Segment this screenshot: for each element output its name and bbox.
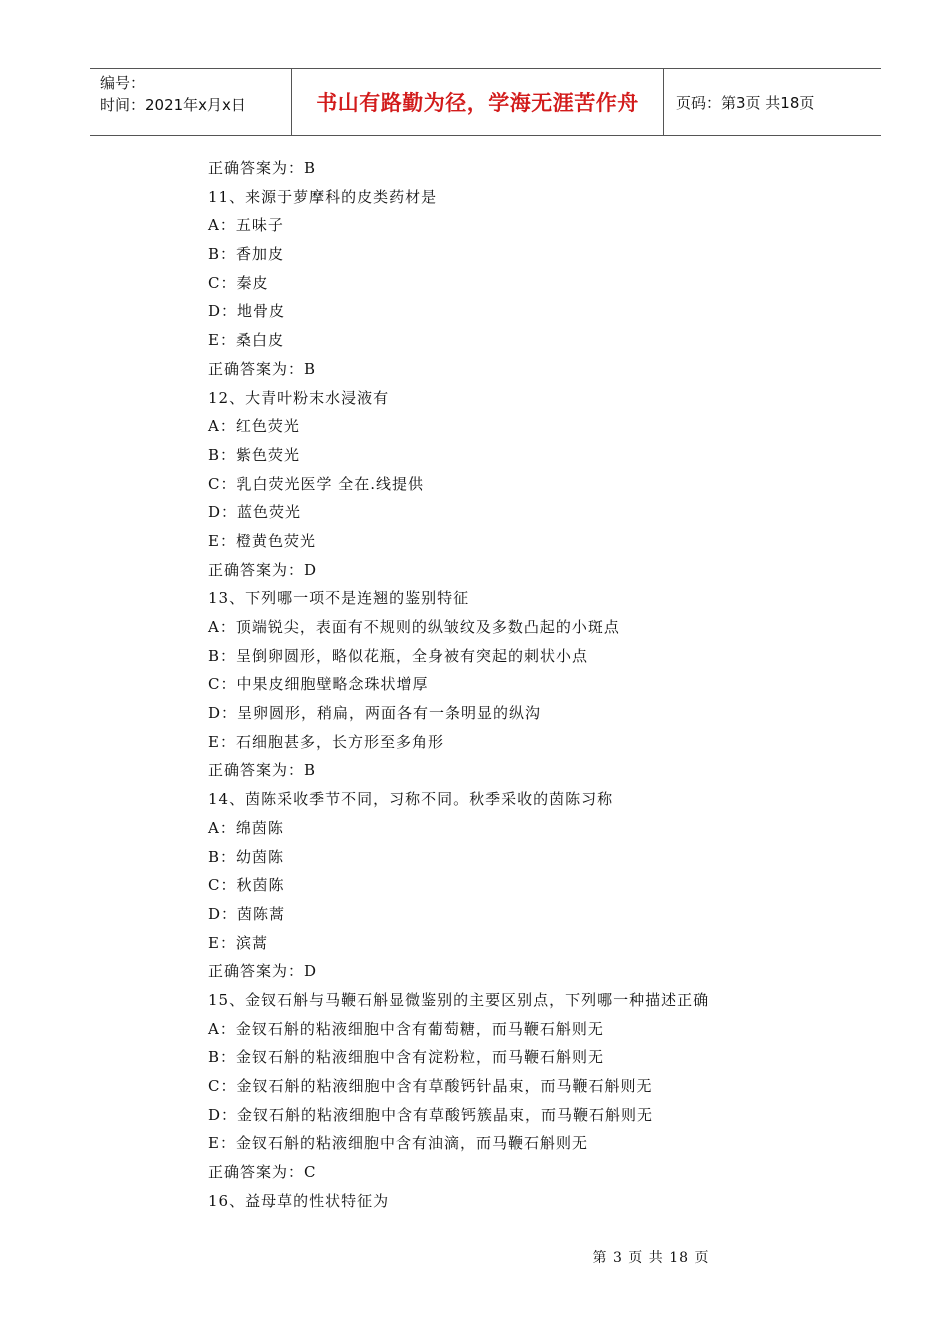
option-line: E：金钗石斛的粘液细胞中含有油滴，而马鞭石斛则无 <box>208 1134 588 1153</box>
option-line: B：紫色荧光 <box>208 445 301 464</box>
answer-line: 正确答案为：D <box>208 560 318 579</box>
footer-page-number: 第 3 页 共 18 页 <box>592 1250 710 1266</box>
question-line: 14、茵陈采收季节不同，习称不同。秋季采收的茵陈习称 <box>208 790 614 809</box>
option-line: C：金钗石斛的粘液细胞中含有草酸钙针晶束，而马鞭石斛则无 <box>208 1077 653 1095</box>
question-line: 11、来源于萝摩科的皮类药材是 <box>208 187 438 206</box>
option-line: B：香加皮 <box>208 245 285 264</box>
option-line: A：绵茵陈 <box>208 818 284 837</box>
question-line: 13、下列哪一项不是连翘的鉴别特征 <box>208 589 470 608</box>
option-line: C：秦皮 <box>208 273 269 292</box>
option-line: E：石细胞甚多，长方形至多角形 <box>208 732 444 751</box>
option-line: A：顶端锐尖，表面有不规则的纵皱纹及多数凸起的小斑点 <box>208 618 620 636</box>
option-line: E：滨蒿 <box>208 933 268 952</box>
number-label: 编号： <box>100 74 146 92</box>
page-footer <box>0 1247 950 1267</box>
option-line: D：金钗石斛的粘液细胞中含有草酸钙簇晶束，而马鞭石斛则无 <box>208 1105 654 1124</box>
answer-line: 正确答案为：B <box>208 761 317 780</box>
option-line: D：蓝色荧光 <box>208 503 302 522</box>
option-line: C：乳白荧光医学 全在.线提供 <box>208 474 425 493</box>
question-line: 15、金钗石斛与马鞭石斛显微鉴别的主要区别点，下列哪一种描述正确 <box>208 990 710 1009</box>
header-slogan: 书山有路勤为径，学海无涯苦作舟 <box>292 69 664 135</box>
question-line: 16、益母草的性状特征为 <box>208 1191 390 1210</box>
question-line: 12、大青叶粉末水浸液有 <box>208 388 390 407</box>
option-line: B：呈倒卵圆形，略似花瓶，全身被有突起的刺状小点 <box>208 646 589 665</box>
document-body <box>208 154 848 1215</box>
option-line: A：五味子 <box>208 216 284 235</box>
option-line: D：呈卵圆形，稍扁，两面各有一条明显的纵沟 <box>208 704 542 723</box>
option-line: C：中果皮细胞壁略念珠状增厚 <box>208 675 429 694</box>
page-header <box>90 68 881 136</box>
option-line: B：金钗石斛的粘液细胞中含有淀粉粒，而马鞭石斛则无 <box>208 1048 605 1067</box>
option-line: B：幼茵陈 <box>208 847 285 866</box>
option-line: A：金钗石斛的粘液细胞中含有葡萄糖，而马鞭石斛则无 <box>208 1019 604 1038</box>
option-line: E：橙黄色荧光 <box>208 531 316 550</box>
option-line: D：茵陈蒿 <box>208 904 286 923</box>
header-meta <box>90 69 292 135</box>
option-line: C：秋茵陈 <box>208 876 285 895</box>
answer-line: 正确答案为：B <box>208 359 317 378</box>
time-label: 时间：2021年x月x日 <box>100 96 246 114</box>
answer-line: 正确答案为：D <box>208 962 318 981</box>
header-page-label: 页码：第3页 共18页 <box>676 93 815 112</box>
option-line: E：桑白皮 <box>208 331 284 350</box>
answer-line: 正确答案为：C <box>208 1163 317 1182</box>
option-line: D：地骨皮 <box>208 302 286 321</box>
text-line: 正确答案为：B <box>208 159 317 177</box>
option-line: A：红色荧光 <box>208 417 300 436</box>
